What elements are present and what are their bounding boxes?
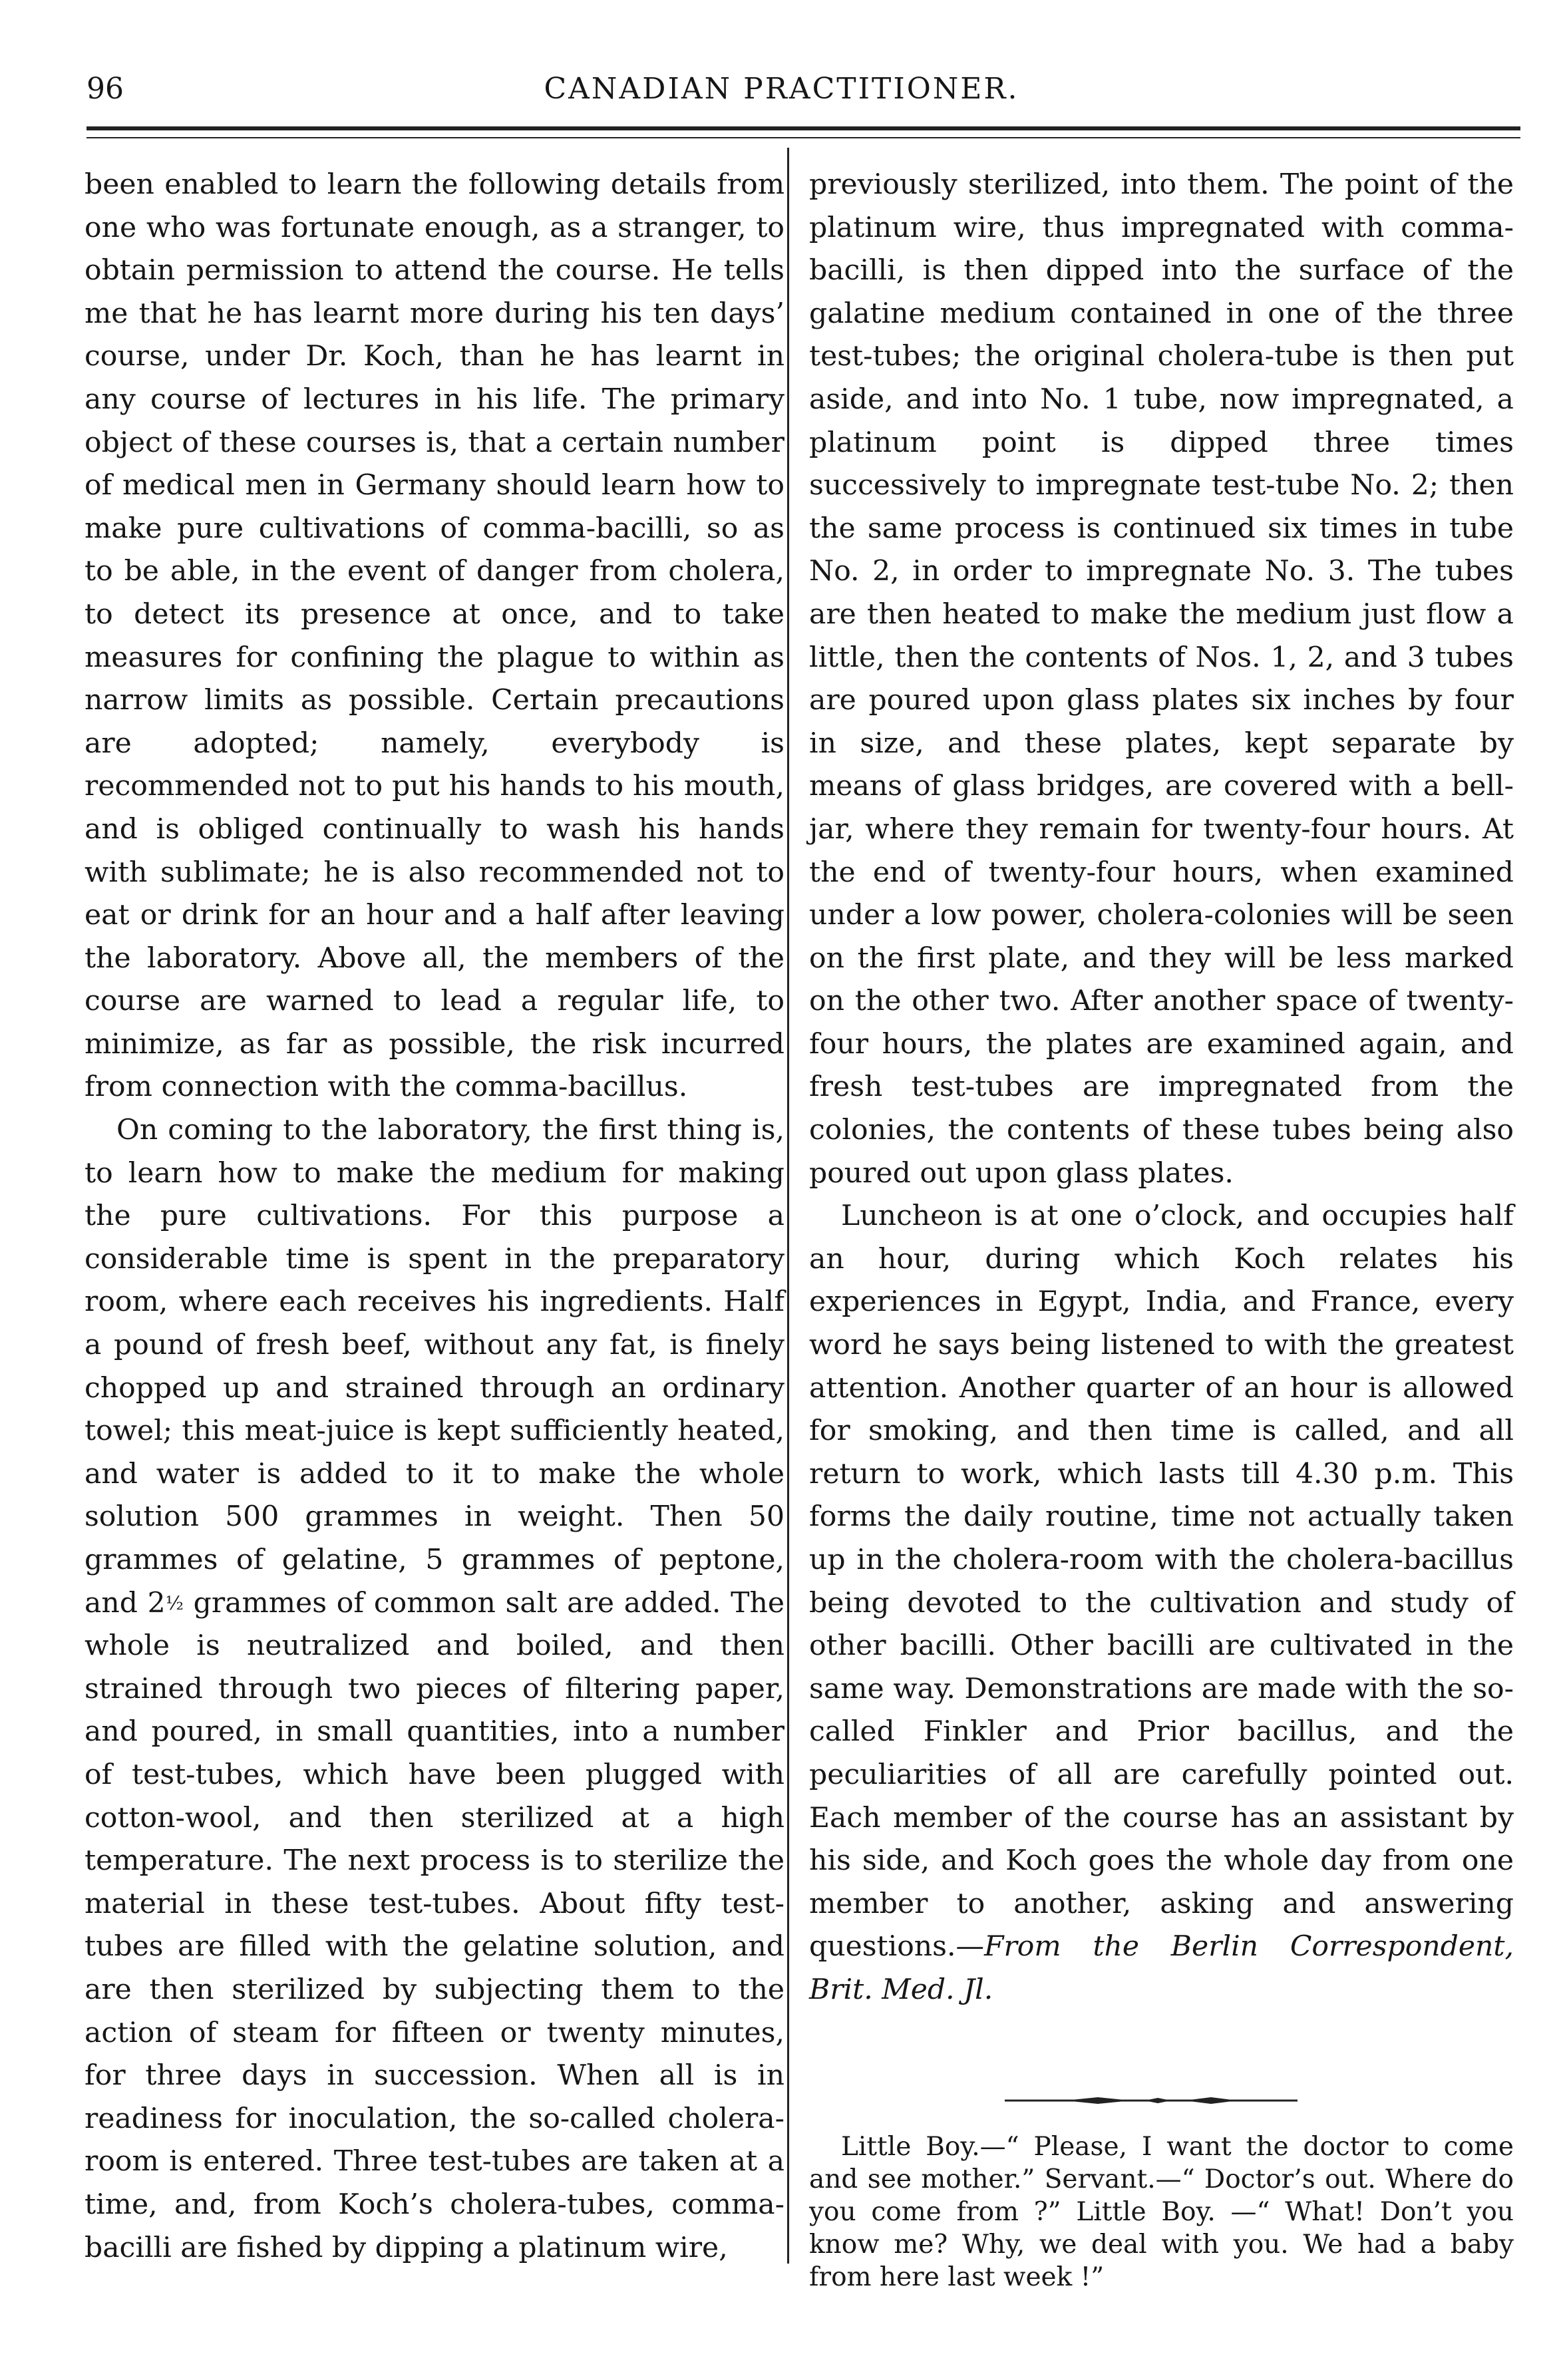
left-column — [85, 164, 784, 2270]
header-rule-thick — [87, 126, 1520, 130]
page-number: 96 — [87, 72, 124, 106]
left-paragraph-2-part-1: On coming to the laboratory, the first thing is, to learn how to make the medium for making the pure cultivations. For this purpose a considerable time is spent in the preparatory room, where each receives his ingredients. Half a pound of fresh beef, without any fat, is finely chopped up and strained through an ordinary towel; this meat-juice is kept sufficiently heated, and water is added to it to make the whole solution 500 grammes in weight. Then 50 grammes of gelatine, 5 grammes of peptone, and 2 — [85, 1114, 784, 1619]
ornamental-divider — [965, 2096, 1337, 2105]
left-paragraph-2 — [85, 1109, 784, 2270]
anecdote-paragraph: Little Boy.—“ Please, I want the doctor to come and see mother.” Servant.—“ Doctor’s out. Where do you come from ?” Little Boy. —“ What! Don’t you know me? Why, we deal with you. We had a baby from here last week !” — [809, 2132, 1514, 2292]
fraction-one-half: ½ — [165, 1592, 184, 1614]
running-title: CANADIAN PRACTITIONER. — [544, 72, 1019, 106]
right-paragraph-1: previously sterilized, into them. The point of the platinum wire, thus impregnated with comma-bacilli, is then dipped into the surface of the galatine medium contained in one of the three test-tubes; the original cholera-tube is then put aside, and into No. 1 tube, now impregnated, a platinum point is dipped three times successively to impregnate test-tube No. 2; then the same process is continued six times in tube No. 2, in order to impregnate No. 3. The tubes are then heated to make the medium just flow a little, then the contents of Nos. 1, 2, and 3 tubes are poured upon glass plates six inches by four in size, and these plates, kept separate by means of glass bridges, are covered with a bell-jar, where they remain for twenty-four hours. At the end of twenty-four hours, when examined under a low power, cholera-colonies will be seen on the first plate, and they will be less marked on the other two. After another space of twenty-four hours, the plates are examined again, and fresh test-tubes are impregnated from the colonies, the contents of these tubes being also poured out upon glass plates. — [809, 168, 1514, 1190]
right-column — [809, 164, 1514, 2012]
left-paragraph-1: been enabled to learn the following details from one who was fortunate enough, as a stranger, to obtain permission to attend the course. He tells me that he has learnt more during his ten days’ course, under Dr. Koch, than he has learnt in any course of lectures in his life. The primary object of these courses is, that a certain number of medical men in Germany should learn how to make pure cultivations of comma-bacilli, so as to be able, in the event of danger from cholera, to detect its presence at once, and to take measures for confining the plague to within as narrow limits as possible. Certain precautions are adopted; namely, everybody is recommended not to put his hands to his mouth, and is obliged continually to wash his hands with sublimate; he is also recommended not to eat or drink for an hour and a half after leaving the laboratory. Above all, the members of the course are warned to lead a regular life, to minimize, as far as possible, the risk incurred from connection with the comma-bacillus. — [85, 168, 784, 1104]
left-paragraph-2-part-2: grammes of common salt are added. The whole is neutralized and boiled, and then strained through two pieces of filtering paper, and poured, in small quantities, into a number of test-tubes, which have been plugged with cotton-wool, and then sterilized at a high temperature. The next process is to sterilize the material in these test-tubes. About fifty test-tubes are filled with the gelatine solution, and are then sterilized by subjecting them to the action of steam for fifteen or twenty minutes, for three days in succession. When all is in readiness for inoculation, the so-called cholera-room is entered. Three test-tubes are taken at a time, and, from Koch’s cholera-tubes, comma-bacilli are fished by dipping a platinum wire, — [85, 1586, 784, 2264]
header-rule-thin — [87, 137, 1520, 138]
column-divider — [787, 148, 789, 2264]
right-paragraph-2 — [809, 1195, 1514, 2011]
anecdote-block — [809, 2130, 1514, 2294]
right-paragraph-2-text: Luncheon is at one o’clock, and occupies half an hour, during which Koch relates his experiences in Egypt, India, and France, every word he says being listened to with the greatest attention. Another quarter of an hour is allowed for smoking, and then time is called, and all return to work, which lasts till 4.30 p.m. This forms the daily routine, time not actually taken up in the cholera-room with the cholera-bacillus being devoted to the cultivation and study of other bacilli. Other bacilli are cultivated in the same way. Demonstrations are made with the so-called Finkler and Prior bacillus, and the peculiarities of all are carefully pointed out. Each member of the course has an assistant by his side, and Koch goes the whole day from one member to another, asking and answering questions. — [809, 1200, 1514, 1963]
source-citation: —From the Berlin Correspondent, Brit. Med. Jl. — [809, 1930, 1514, 2006]
